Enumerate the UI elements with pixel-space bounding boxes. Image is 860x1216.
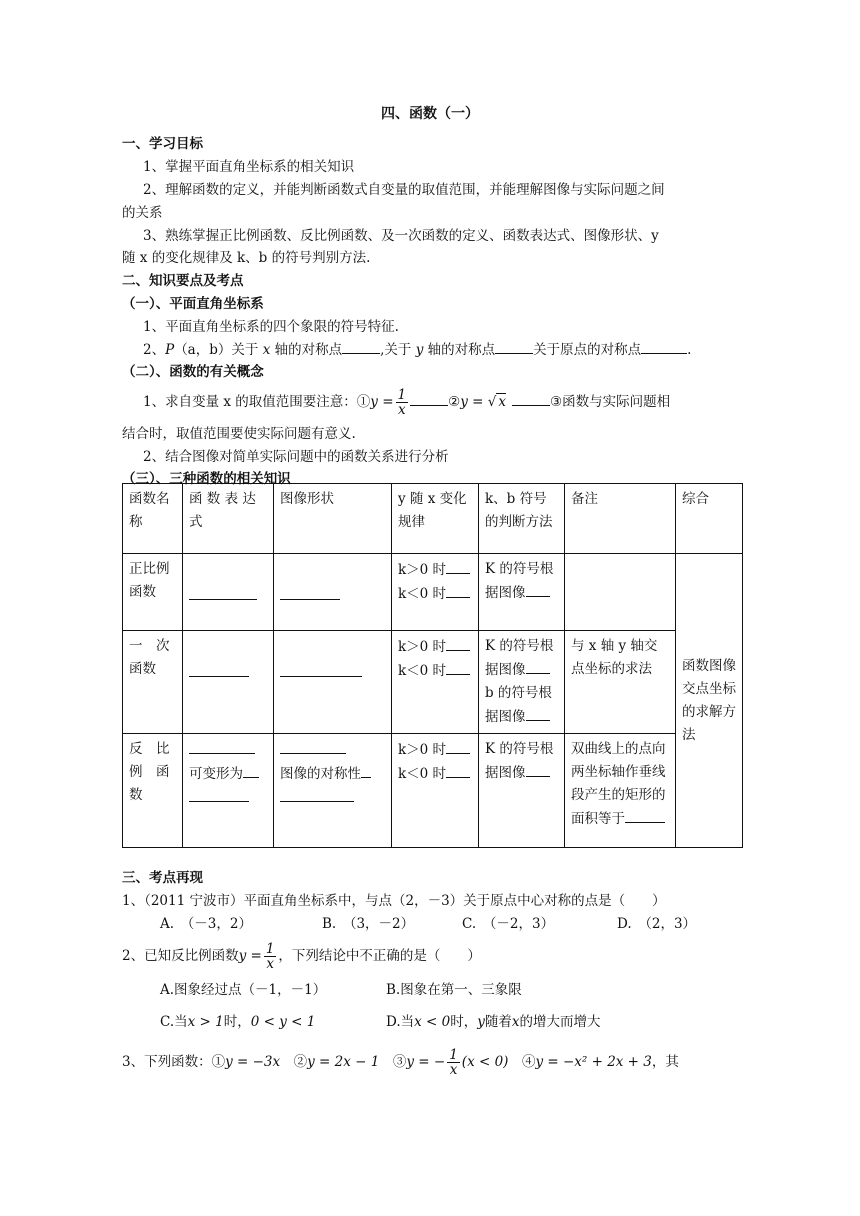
- function-concept-item-1-cont: 结合时，取值范围要使实际问题有意义.: [122, 426, 356, 442]
- fraction-1-over-x: [396, 388, 409, 417]
- rule-text: k＜0 时: [398, 663, 447, 679]
- shape-text: 图像的对称性: [280, 766, 361, 782]
- math-expression: x < 0: [414, 1014, 451, 1030]
- table-header-row: [123, 484, 743, 554]
- math-expression: x: [511, 1014, 520, 1030]
- header-cell: 备注: [565, 484, 676, 554]
- answer-blank: [446, 582, 470, 598]
- subsection-heading-function-concept: （二）、函数的有关概念: [122, 364, 264, 380]
- answer-blank: [446, 659, 470, 675]
- math-x: x: [262, 342, 271, 358]
- answer-blank: [495, 340, 533, 354]
- goal-item-1: 1、掌握平面直角坐标系的相关知识: [143, 159, 355, 175]
- table-row: [123, 734, 743, 848]
- rule-cell: [392, 631, 479, 734]
- text: 2、已知反比例函数: [122, 948, 239, 964]
- coordinates-item-1: 1、平面直角坐标系的四个象限的符号特征.: [143, 319, 399, 335]
- math-y: y: [415, 342, 424, 358]
- rule-cell: [392, 554, 479, 631]
- text: （a，b）关于: [174, 342, 259, 358]
- subsection-heading-coordinates: （一）、平面直角坐标系: [122, 296, 264, 312]
- expression-cell: [183, 734, 274, 848]
- rule-text: k＞0 时: [398, 562, 447, 578]
- question-1: 1、（2011 宁波市）平面直角坐标系中，与点（2，－3）关于原点中心对称的点是（ ）: [122, 893, 666, 909]
- answer-blank: [189, 738, 255, 754]
- math-function-1: y = −3x: [225, 1054, 281, 1070]
- header-cell: 函数名称: [123, 484, 183, 554]
- math-expression: x > 1: [187, 1014, 224, 1030]
- rule-text: k＜0 时: [398, 586, 447, 602]
- header-cell: k、b 符号的判断方法: [479, 484, 565, 554]
- note-text: 双曲线上的点向两坐标轴作垂线段产生的矩形的面积等于: [571, 741, 666, 827]
- answer-blank: [446, 762, 470, 778]
- math-p: P: [165, 342, 175, 358]
- header-cell: 图像形状: [274, 484, 392, 554]
- question-2-option-b: B.图象在第一、三象限: [386, 982, 522, 998]
- goal-item-3-cont: 随 x 的变化规律及 k、b 的符号判别方法.: [122, 250, 371, 266]
- math-function-3-domain: (x < 0): [461, 1054, 509, 1070]
- subsection-heading-three-functions: （三）、三种函数的相关知识: [122, 471, 291, 487]
- function-name-cell: 正比例函数: [123, 554, 183, 631]
- expression-cell: [183, 554, 274, 631]
- goal-item-2-cont: 的关系: [122, 205, 163, 221]
- math-expression: 0 < y < 1: [250, 1014, 316, 1030]
- math-function-4: y = −x² + 2x + 3: [535, 1054, 652, 1070]
- fraction-numerator: 1: [265, 941, 275, 957]
- page-title: 四、函数（一）: [381, 106, 479, 122]
- text: 随着: [484, 1014, 512, 1030]
- sign-text: K 的符号根据图像: [485, 561, 554, 601]
- answer-blank: [526, 705, 550, 721]
- answer-blank: [280, 581, 340, 600]
- header-cell: 函 数 表 达式: [183, 484, 274, 554]
- math-sqrt-radicand: x: [498, 394, 506, 410]
- question-2-option-c: [160, 1010, 315, 1030]
- text: 轴的对称点: [274, 342, 343, 358]
- function-concept-item-1: [143, 382, 670, 422]
- answer-blank: [526, 581, 550, 597]
- fraction-numerator: 1: [449, 1047, 458, 1063]
- shape-cell: [274, 734, 392, 848]
- question-2-option-a: A.图象经过点（－1，－1）: [160, 982, 327, 998]
- math-eq-lhs: y =: [238, 948, 262, 964]
- coordinates-item-2: [143, 338, 691, 358]
- answer-blank: [446, 635, 470, 651]
- header-cell: 综合: [676, 484, 743, 554]
- text: ④: [521, 1054, 536, 1070]
- question-1-option-d: D. （2，3）: [617, 916, 697, 932]
- text: 1、求自变量 x 的取值范围要注意：①: [143, 394, 371, 410]
- text: ③: [392, 1054, 407, 1070]
- text: 时，: [450, 1014, 478, 1030]
- question-3: [122, 1042, 679, 1082]
- rule-cell: [392, 734, 479, 848]
- answer-blank: [526, 761, 550, 777]
- function-name-cell: 一 次函数: [123, 631, 183, 734]
- text: 关于原点的对称点: [533, 342, 642, 358]
- answer-blank: [189, 581, 257, 600]
- expression-text: 可变形为: [189, 766, 243, 782]
- text: 2、: [143, 342, 166, 358]
- shape-cell: [274, 554, 392, 631]
- section-heading-knowledge: 二、知识要点及考点: [122, 273, 244, 289]
- sign-cell: [479, 734, 565, 848]
- sign-cell: [479, 554, 565, 631]
- answer-blank: [342, 340, 380, 354]
- fraction-1-over-x: [447, 1048, 460, 1077]
- note-cell: 与 x 轴 y 轴交点坐标的求法: [565, 631, 676, 734]
- question-1-option-c: C. （－2，3）: [462, 916, 555, 932]
- answer-blank: [189, 786, 249, 802]
- math-expression: y: [477, 1014, 485, 1030]
- text: D.当: [386, 1014, 415, 1030]
- text: .: [687, 342, 692, 358]
- header-cell: y 随 x 变化规律: [392, 484, 479, 554]
- answer-blank: [243, 762, 259, 778]
- rule-text: k＞0 时: [398, 639, 447, 655]
- functions-table: [122, 483, 743, 848]
- text: ,关于: [380, 342, 412, 358]
- answer-blank: [189, 658, 249, 677]
- text: ③函数与实际问题相: [549, 394, 671, 410]
- text: ，其: [651, 1054, 679, 1070]
- text: ，下列结论中不正确的是（ ）: [278, 948, 481, 964]
- math-eq2-lhs: y = √: [460, 394, 497, 410]
- fraction-denominator: x: [449, 1062, 458, 1078]
- fraction-denominator: x: [398, 402, 406, 418]
- sign-text: K 的符号根据图像: [485, 638, 554, 678]
- rule-text: k＜0 时: [398, 766, 447, 782]
- goal-item-2: 2、理解函数的定义，并能判断函数式自变量的取值范围，并能理解图像与实际问题之间: [143, 182, 665, 198]
- text: 的增大而增大: [519, 1014, 601, 1030]
- text: 3、下列函数：①: [122, 1054, 226, 1070]
- text: 时，: [223, 1014, 251, 1030]
- text: ②: [293, 1054, 308, 1070]
- question-2: [122, 936, 481, 976]
- note-cell: [565, 554, 676, 631]
- sign-cell: [479, 631, 565, 734]
- fraction-denominator: x: [266, 956, 274, 972]
- function-name-cell: 反 比例 函数: [123, 734, 183, 848]
- function-concept-item-2: 2、结合图像对简单实际问题中的函数关系进行分析: [143, 449, 449, 465]
- sign-text: b 的符号根据图像: [485, 685, 552, 725]
- answer-blank: [446, 738, 470, 754]
- expression-cell: [183, 631, 274, 734]
- question-1-option-a: A. （－3，2）: [160, 916, 252, 932]
- answer-blank: [361, 762, 371, 778]
- sign-text: K 的符号根据图像: [485, 741, 554, 781]
- section-heading-goals: 一、学习目标: [122, 136, 203, 152]
- answer-blank: [410, 392, 448, 406]
- shape-cell: [274, 631, 392, 734]
- note-cell: [565, 734, 676, 848]
- question-2-option-d: [386, 1010, 601, 1030]
- fraction-1-over-x: [264, 942, 277, 971]
- answer-blank: [512, 392, 550, 406]
- answer-blank: [280, 658, 362, 677]
- combined-cell: 函数图像交点坐标的求解方法: [676, 554, 743, 848]
- question-1-option-b: B. （3，－2）: [322, 916, 415, 932]
- rule-text: k＞0 时: [398, 742, 447, 758]
- answer-blank: [280, 738, 346, 754]
- answer-blank: [625, 807, 665, 823]
- table-row: [123, 631, 743, 734]
- math-function-2: y = 2x − 1: [307, 1054, 380, 1070]
- answer-blank: [526, 658, 550, 674]
- answer-blank: [280, 786, 354, 802]
- text: 轴的对称点: [427, 342, 496, 358]
- math-eq1-lhs: y =: [370, 394, 394, 410]
- text: C.当: [160, 1014, 188, 1030]
- section-heading-exam-points: 三、考点再现: [122, 870, 203, 886]
- goal-item-3: 3、熟练掌握正比例函数、反比例函数、及一次函数的定义、函数表达式、图像形状、y: [143, 228, 659, 244]
- answer-blank: [446, 558, 470, 574]
- text: ②: [448, 394, 461, 410]
- answer-blank: [641, 340, 687, 354]
- math-function-3-lhs: y = −: [406, 1054, 446, 1070]
- fraction-numerator: 1: [397, 387, 407, 403]
- table-row: [123, 554, 743, 631]
